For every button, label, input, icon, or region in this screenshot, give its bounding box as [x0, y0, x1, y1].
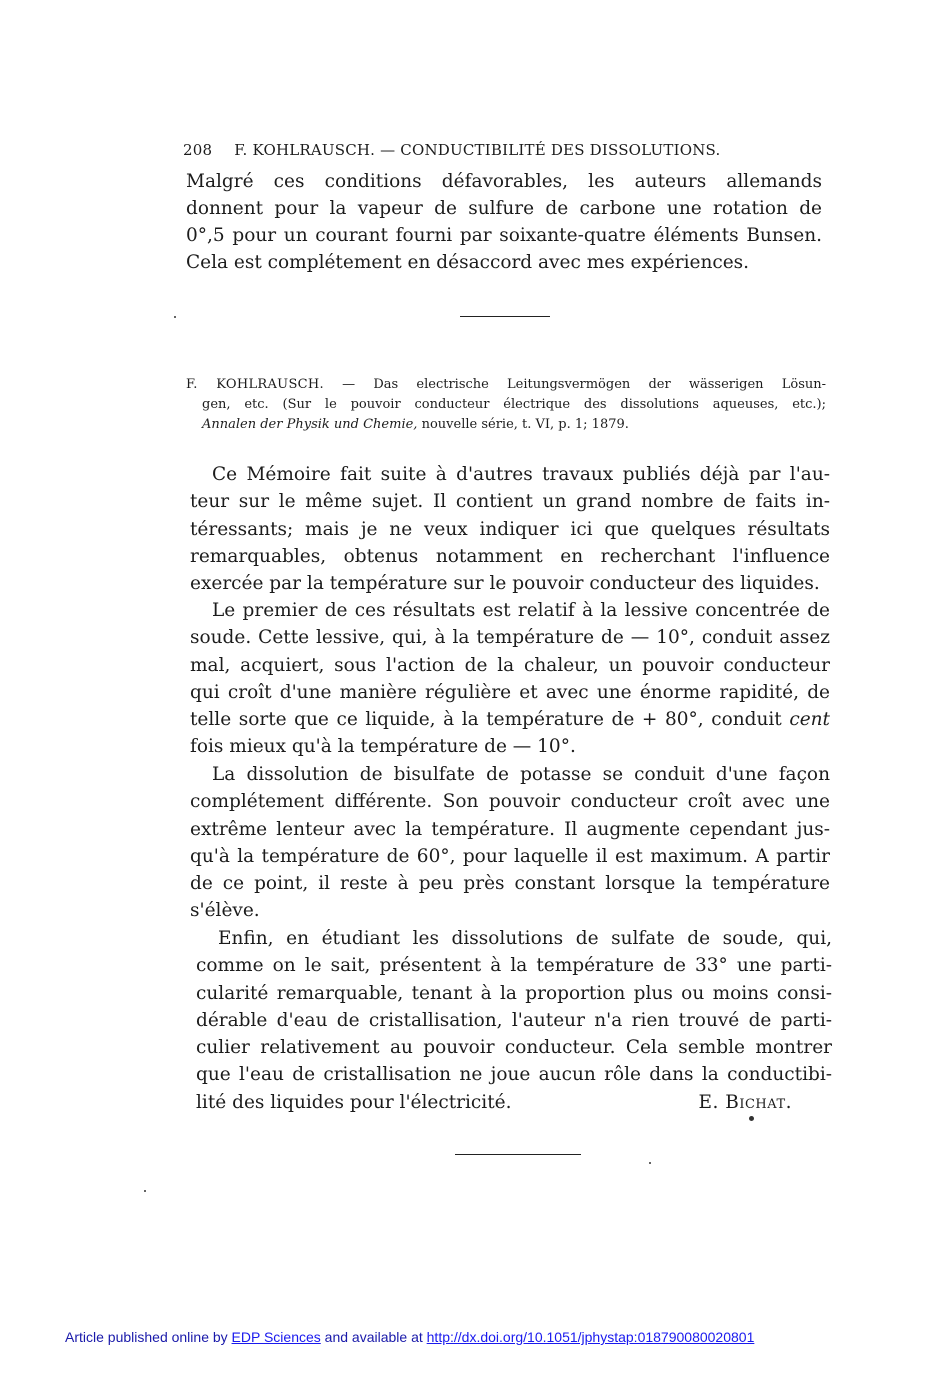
speck: [144, 1190, 146, 1192]
text-line: dérable d'eau de cristallisation, l'auteur n'a rien trouvé de parti-: [196, 1009, 832, 1031]
journal-name: Annalen der Physik und Chemie,: [202, 417, 418, 432]
bibliographic-reference: [186, 375, 826, 435]
text-line: Malgré ces conditions défavorables, les auteurs allemands: [186, 171, 822, 192]
reference-citation: nouvelle série, t. VI, p. 1; 1879.: [421, 417, 629, 432]
text-line: téressants; mais je ne veux indiquer ici que quelques résultats: [190, 518, 830, 540]
text-line: qu'à la température de 60°, pour laquelle il est maximum. A partir: [190, 845, 830, 867]
speck: [649, 1162, 651, 1164]
footer-middle: and available at: [324, 1329, 423, 1345]
text-line: complétement différente. Son pouvoir conducteur croît avec une: [190, 791, 830, 813]
reference-title: — Das electrische Leitungsvermögen der wässerigen Lösun-: [342, 377, 827, 392]
paragraph-2: [190, 597, 830, 761]
paragraph-1: [190, 461, 830, 597]
text-line: mal, acquiert, sous l'action de la chaleur, un pouvoir conducteur: [190, 654, 830, 676]
reference-author: F. KOHLRAUSCH.: [186, 377, 324, 392]
ink-speck: [749, 1116, 754, 1121]
intro-paragraph: [186, 168, 822, 276]
text-line: Ce Mémoire fait suite à d'autres travaux publiés déjà par l'au-: [212, 464, 830, 485]
running-header: [183, 141, 720, 159]
text-line: Le premier de ces résultats est relatif à la lessive concentrée de: [212, 600, 830, 621]
text-line: Enfin, en étudiant les dissolutions de sulfate de soude, qui,: [218, 928, 832, 949]
publication-footer: [65, 1329, 754, 1345]
text-line: fois mieux qu'à la température de — 10°.: [190, 736, 576, 758]
reference-line: gen, etc. (Sur le pouvoir conducteur électrique des dissolutions aqueuses, etc.);: [202, 397, 826, 412]
text-line: que l'eau de cristallisation ne joue aucun rôle dans la conductibi-: [196, 1064, 832, 1086]
text-line: exercée par la température sur le pouvoir conducteur des liquides.: [190, 573, 820, 595]
footer-prefix: Article published online by: [65, 1329, 228, 1345]
text-line: qui croît d'une manière régulière et avec une énorme rapidité, de: [190, 681, 830, 703]
text-line: lité des liquides pour l'électricité.: [196, 1091, 512, 1113]
text-line: cularité remarquable, tenant à la proportion plus ou moins consi-: [196, 982, 832, 1004]
text-line: La dissolution de bisulfate de potasse se conduit d'une façon: [212, 764, 830, 785]
text-line: soude. Cette lessive, qui, à la température de — 10°, conduit assez: [190, 627, 830, 649]
text-line: Cela est complétement en désaccord avec mes expériences.: [186, 252, 750, 273]
text-line: 0°,5 pour un courant fourni par soixante-quatre éléments Bunsen.: [186, 225, 822, 246]
paragraph-3: [190, 761, 830, 925]
doi-link[interactable]: http://dx.doi.org/10.1051/jphystap:018790080020801: [426, 1329, 755, 1345]
text-line: teur sur le même sujet. Il contient un grand nombre de faits in-: [190, 491, 830, 513]
section-divider: [460, 316, 550, 317]
text-line: culier relativement au pouvoir conducteur. Cela semble montrer: [196, 1037, 832, 1059]
publisher-link[interactable]: EDP Sciences: [231, 1329, 321, 1345]
author-signature: E. Bichat.: [698, 1091, 792, 1113]
page-number: 208: [183, 141, 213, 159]
emphasized-word: cent: [789, 709, 830, 731]
speck: [174, 316, 176, 318]
end-divider: [455, 1154, 581, 1155]
paragraph-4: [196, 925, 832, 1116]
text-line: donnent pour la vapeur de sulfure de carbone une rotation de: [186, 198, 822, 219]
text-line: comme on le sait, présentent à la température de 33° une parti-: [196, 955, 832, 977]
text-line: telle sorte que ce liquide, à la température de + 80°, conduit: [190, 709, 782, 731]
text-line: extrême lenteur avec la température. Il augmente cependant jus-: [190, 818, 830, 840]
text-line: remarquables, obtenus notamment en recherchant l'influence: [190, 545, 830, 567]
running-title: F. KOHLRAUSCH. — CONDUCTIBILITÉ DES DISSOLUTIONS.: [234, 141, 721, 159]
text-line: s'élève.: [190, 900, 260, 922]
text-line: de ce point, il reste à peu près constant lorsque la température: [190, 873, 830, 895]
